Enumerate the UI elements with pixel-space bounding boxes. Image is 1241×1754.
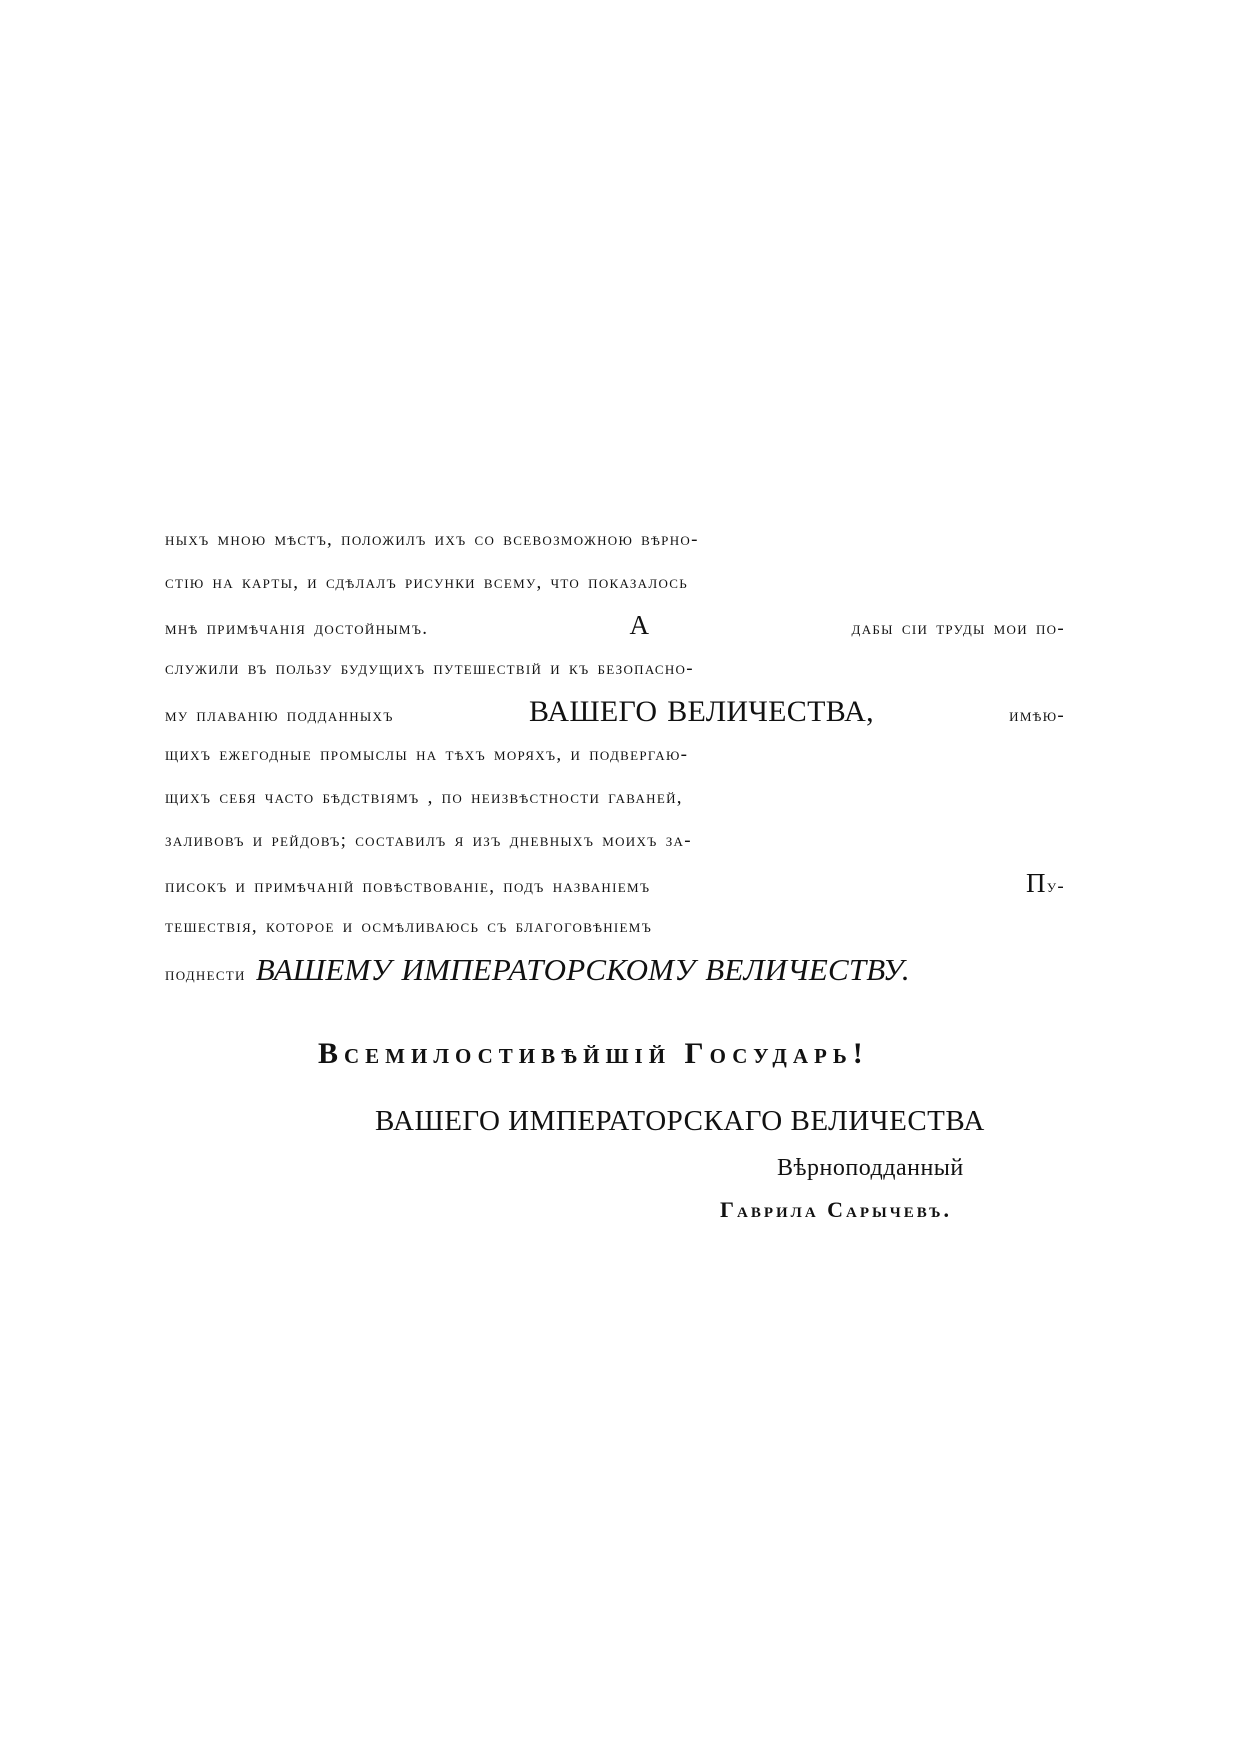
line-text: поднести xyxy=(165,964,246,985)
majesty-title: ВАШЕМУ ИМПЕРАТОРСКОМУ ВЕЛИЧЕСТВУ. xyxy=(255,952,910,987)
line-initial: А xyxy=(629,610,651,640)
text-line xyxy=(165,604,1065,647)
text-line xyxy=(165,561,1065,604)
text-line xyxy=(165,733,1065,776)
line-end-group xyxy=(1026,862,1065,908)
line-text: дабы сіи труды мои по- xyxy=(851,618,1065,639)
line-text: у- xyxy=(1046,876,1065,897)
text-line xyxy=(165,518,1065,561)
line-text: щихъ ежегодные промыслы на тѣхъ моряхъ, и подвергаю- xyxy=(165,744,689,765)
line-text: тешествія, которое и осмѣливаюсь съ благоговѣніемъ xyxy=(165,916,653,937)
text-line xyxy=(165,948,1065,991)
text-line xyxy=(165,647,1065,690)
line-initial: П xyxy=(1026,868,1047,898)
text-line xyxy=(165,819,1065,862)
text-line xyxy=(165,905,1065,948)
text-line xyxy=(165,862,1065,905)
salutation: Всемилостивѣйшій Государь! xyxy=(318,1037,869,1070)
author-signature: Гаврила Сарычевъ. xyxy=(720,1197,952,1222)
majesty-title: ВАШЕГО ВЕЛИЧЕСТВА, xyxy=(528,695,874,728)
line-text: заливовъ и рейдовъ; составилъ я изъ дневныхъ моихъ за- xyxy=(165,830,692,851)
line-text: служили въ пользу будущихъ путешествій и къ безопасно- xyxy=(165,658,694,679)
line-text: стію на карты, и сдѣлалъ рисунки всему, что показалось xyxy=(165,572,689,593)
closing-majesty-title: ВАШЕГО ИМПЕРАТОРСКАГО ВЕЛИЧЕСТВА xyxy=(375,1105,985,1137)
line-text: му плаванію подданныхъ xyxy=(165,705,394,726)
line-text: щихъ себя часто бѣдствіямъ , по неизвѣстности гаваней, xyxy=(165,787,683,808)
line-text: имѣю- xyxy=(1009,705,1065,726)
line-text: ныхъ мною мѣстъ, положилъ ихъ со всевозможною вѣрно- xyxy=(165,529,699,550)
dedication-paragraph xyxy=(165,518,1065,991)
text-line xyxy=(165,690,1065,733)
text-line xyxy=(165,776,1065,819)
line-text: мнѣ примѣчанія достойнымъ. xyxy=(165,618,429,639)
line-text: писокъ и примѣчаній повѣствованіе, подъ названіемъ xyxy=(165,876,651,897)
subject-title: Вѣрноподданный xyxy=(777,1155,964,1181)
